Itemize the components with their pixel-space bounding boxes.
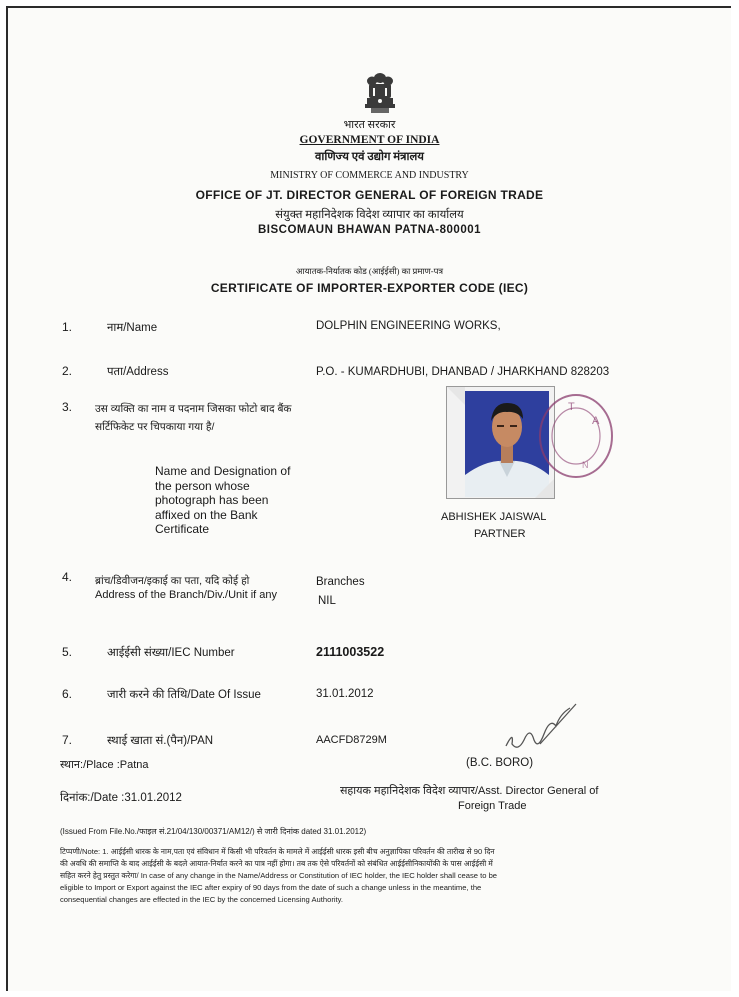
office-address: BISCOMAUN BHAWAN PATNA-800001 xyxy=(257,224,482,236)
issued-from-file: (Issued From File.No./फाइल सं.21/04/130/00371/AM12/) से जारी दिनांक dated 31.01.2012) xyxy=(60,827,367,836)
note-line: की अवधि की समाप्ति के बाद आईईसी के बदले आयात-निर्यात करने का पात्र नहीं होगा। तब तक ऐसे परिवर्तनों को संबंधित आईईसीनिकायोंकी के पास आईईसी में xyxy=(60,859,493,868)
signatory-title: सहायक महानिदेशक विदेश व्यापार/Asst. Director General of xyxy=(340,785,599,797)
svg-text:A: A xyxy=(592,415,600,427)
pan-value: AACFD8729M xyxy=(316,734,387,746)
signatory-title-2: Foreign Trade xyxy=(458,800,527,812)
signature xyxy=(500,700,582,760)
branch-label-hindi: ब्रांच/डिवीजन/इकाई का पता, यदि कोई हो xyxy=(95,575,250,587)
photo-person-label-hindi: उस व्यक्ति का नाम व पदनाम जिसका फोटो बाद बैंक सर्टिफिकेट पर चिपकाया गया है/ xyxy=(95,403,292,433)
partner-designation: PARTNER xyxy=(474,528,526,540)
hindi-government: भारत सरकार xyxy=(343,119,396,131)
row-number: 3. xyxy=(62,400,73,414)
branch-label: Address of the Branch/Div./Unit if any xyxy=(95,589,277,601)
note-line: टिप्पणी/Note: 1. आईईसी धारक के नाम,पता एवं संविधान में किसी भी परिवर्तन के मामले में आईईसी धारक इसी बीच अनुज्ञापिका परिवर्तन की तारीख से 90 दिन xyxy=(60,847,495,856)
photo-person-label: Name and Designation of the person whose photograph has been affixed on the Bank Certificate xyxy=(155,464,291,536)
branch-value: Branches xyxy=(316,576,365,588)
name-value: DOLPHIN ENGINEERING WORKS, xyxy=(316,320,501,332)
hindi-ministry: वाणिज्य एवं उद्योग मंत्रालय xyxy=(315,151,424,163)
issue-date-value: 31.01.2012 xyxy=(316,688,374,700)
note-line: consequential changes are effected in the IEC by the concerned Licensing Authority. xyxy=(60,895,343,904)
signatory-name: (B.C. BORO) xyxy=(466,757,534,769)
row-number: 2. xyxy=(62,364,73,378)
hindi-office: संयुक्त महानिदेशक विदेश व्यापार का कार्यालय xyxy=(275,209,464,221)
pan-label: स्थाई खाता सं.(पैन)/PAN xyxy=(107,735,214,747)
place: स्थान:/Place :Patna xyxy=(60,759,149,771)
date: दिनांक:/Date :31.01.2012 xyxy=(60,792,182,804)
branch-value-nil: NIL xyxy=(318,595,336,607)
government-of-india: GOVERNMENT OF INDIA xyxy=(299,134,440,146)
row-number: 6. xyxy=(62,687,73,701)
svg-text:T: T xyxy=(568,401,575,413)
row-number: 7. xyxy=(62,733,73,747)
hindi-certificate-title: आयातक-निर्यातक कोड (आईईसी) का प्रमाण-पत्र xyxy=(295,266,444,276)
official-seal-icon xyxy=(530,390,616,482)
national-emblem-icon xyxy=(362,70,398,116)
note-line: eligible to Import or Export against the IEC after expiry of 90 days from the date of such a change unless in the meantime, the xyxy=(60,883,482,892)
note-line: सहित करने हेतु प्रस्तुत करेगा/ In case of any change in the Name/Address or Constitution of IEC holder, the IEC holder shall cease to be xyxy=(60,871,498,880)
row-number: 5. xyxy=(62,645,73,659)
certificate-title: CERTIFICATE OF IMPORTER-EXPORTER CODE (IEC) xyxy=(210,281,529,295)
address-label: पता/Address xyxy=(107,366,169,378)
issue-date-label: जारी करने की तिथि/Date Of Issue xyxy=(107,689,261,701)
office-title: OFFICE OF JT. DIRECTOR GENERAL OF FOREIGN TRADE xyxy=(195,188,544,202)
svg-text:N: N xyxy=(582,460,589,470)
name-label: नाम/Name xyxy=(107,322,158,334)
row-number: 4. xyxy=(62,570,73,584)
iec-label: आईईसी संख्या/IEC Number xyxy=(107,647,235,659)
ministry-name: MINISTRY OF COMMERCE AND INDUSTRY xyxy=(270,170,469,181)
row-number: 1. xyxy=(62,320,73,334)
iec-number: 2111003522 xyxy=(316,645,385,659)
address-value: P.O. - KUMARDHUBI, DHANBAD / JHARKHAND 828203 xyxy=(316,366,610,378)
partner-name: ABHISHEK JAISWAL xyxy=(441,511,547,523)
